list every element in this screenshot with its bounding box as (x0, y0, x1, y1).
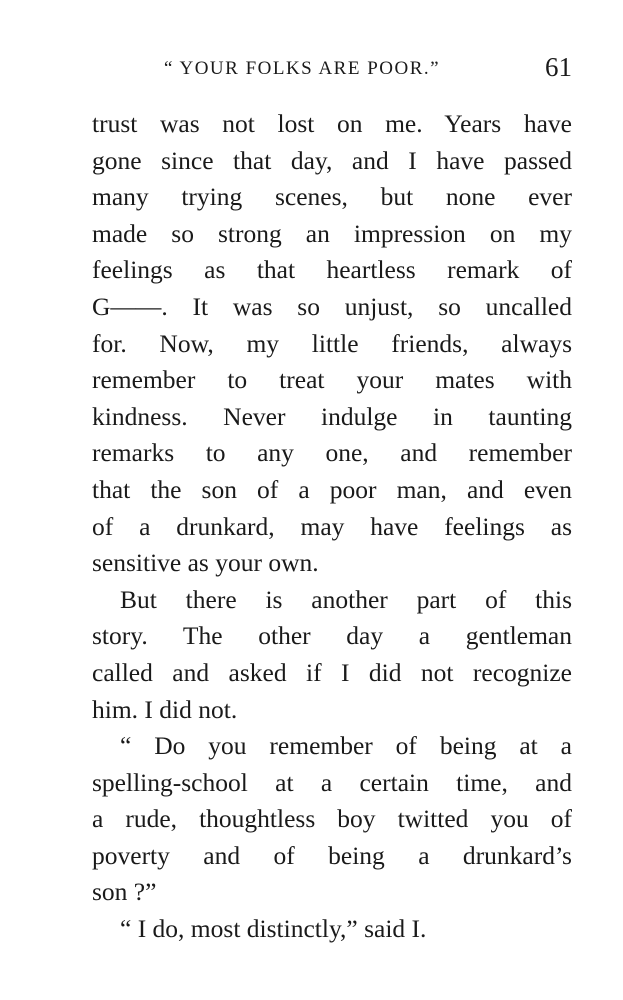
text-line: called and asked if I did not recognize (92, 657, 572, 687)
text-line: poverty and of being a drunkard’s (92, 840, 572, 870)
text-line: that the son of a poor man, and even (92, 474, 572, 504)
text-line: made so strong an impression on my (92, 218, 572, 248)
text-line: But there is another part of this (120, 584, 572, 614)
text-line: “ Do you remember of being at a (120, 731, 572, 761)
text-line: remember to treat your mates with (92, 365, 572, 395)
running-title: “ YOUR FOLKS ARE POOR.” (164, 58, 441, 79)
text-line: trust was not lost on me. Years have (92, 109, 572, 138)
text-line: kindness. Never indulge in taunting (92, 401, 572, 431)
text-line: “ I do, most distinctly,” said I. (120, 914, 427, 944)
text-line: feelings as that heartless remark of (92, 255, 572, 285)
text-line: story. The other day a gentleman (92, 621, 572, 651)
text-line: sensitive as your own. (92, 548, 319, 578)
text-line: remarks to any one, and remember (92, 438, 572, 468)
text-line: son ?” (92, 877, 157, 907)
paragraph-3 (92, 728, 572, 911)
paragraph-4 (92, 911, 572, 948)
text-line: many trying scenes, but none ever (92, 182, 572, 212)
text-line: a rude, thoughtless boy twitted you of (92, 804, 572, 834)
paragraph-1 (92, 106, 572, 582)
text-line: gone since that day, and I have passed (92, 145, 572, 175)
text-line: G——. It was so unjust, so uncalled (92, 291, 572, 321)
running-head (92, 52, 572, 86)
paragraph-2 (92, 582, 572, 728)
text-line: spelling-school at a certain time, and (92, 767, 572, 797)
page-number: 61 (545, 52, 572, 82)
text-line: of a drunkard, may have feelings as (92, 511, 572, 541)
text-line: him. I did not. (92, 694, 238, 724)
body-text (92, 106, 572, 948)
text-line: for. Now, my little friends, always (92, 328, 572, 358)
